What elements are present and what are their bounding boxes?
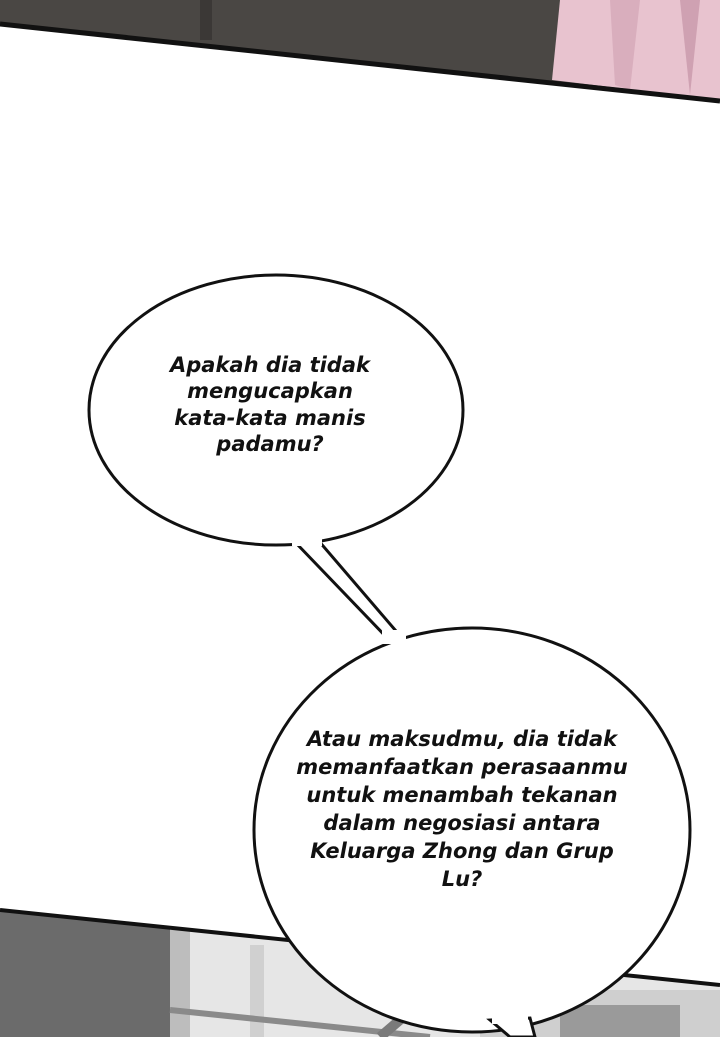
top-panel-art [0,0,720,100]
speech-bubble-1 [89,275,463,643]
bubble-1-text: Apakah dia tidak mengucapkan kata-kata manis padamu? [170,353,370,456]
bubble-2-text: Atau maksudmu, dia tidak memanfaatkan perasaanmu untuk menambah tekanan dalam negosiasi antara Keluarga Zhong dan Grup Lu? [296,727,628,891]
